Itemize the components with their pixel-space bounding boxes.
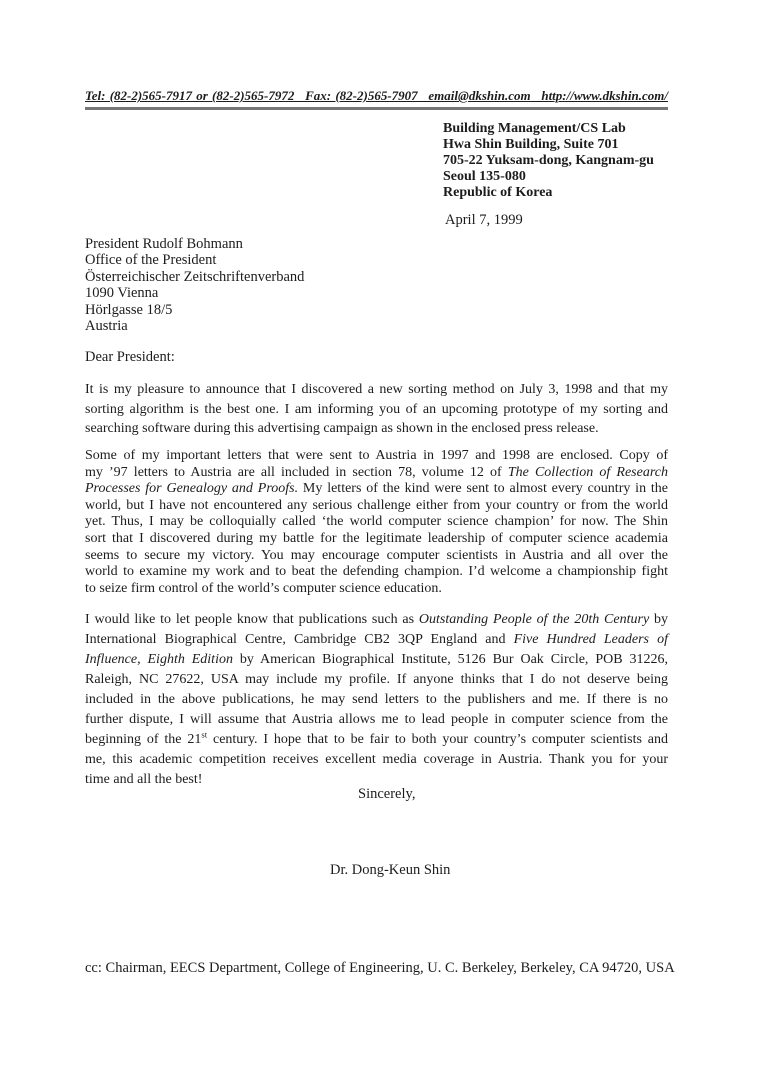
letterhead-contact-text: Tel: (82-2)565-7917 or (82-2)565-7972 Fax: (82-2)565-7907 email@dkshin.com http://www.dkshin.com/: [85, 88, 668, 103]
recipient-address-line: 1090 Vienna: [85, 285, 159, 302]
body-line: International Biographical Centre, Cambridge CB2 3QP England and Five Hundred Leaders of: [85, 632, 668, 647]
sender-address-line: Building Management/CS Lab: [443, 121, 626, 136]
letterhead-contact-line: [85, 88, 668, 110]
recipient-address-line: Hörlgasse 18/5: [85, 301, 173, 318]
sender-address-block: [443, 121, 654, 201]
sender-address-line: Hwa Shin Building, Suite 701: [443, 137, 619, 152]
body-line: sorting algorithm is the best one. I am informing you of an upcoming prototype of my sorting and: [85, 401, 668, 417]
body-line: It is my pleasure to announce that I discovered a new sorting method on July 3, 1998 and that my: [85, 382, 668, 397]
body-line: Some of my important letters that were sent to Austria in 1997 and 1998 are enclosed. Copy of: [85, 448, 668, 463]
sender-address-line: Republic of Korea: [443, 185, 553, 200]
body-line: Raleigh, NC 27622, USA may include my profile. If anyone thinks that I do not deserve being: [85, 672, 668, 687]
recipient-address-line: Österreichischer Zeitschriftenverband: [85, 268, 305, 285]
sender-address-line: 705-22 Yuksam-dong, Kangnam-gu: [443, 153, 654, 168]
body-line: time and all the best!: [85, 772, 203, 787]
body-line: sort that I discovered during my battle for the legitimate leadership of computer science academia: [85, 530, 668, 546]
body-line: beginning of the 21st century. I hope that to be fair to both your country’s computer scientists and: [85, 729, 668, 747]
body-paragraph: [85, 448, 668, 597]
recipient-address-line: President Rudolf Bohmann: [85, 236, 243, 252]
cc-line: cc: Chairman, EECS Department, College of Engineering, U. C. Berkeley, Berkeley, CA 94720, USA: [85, 960, 675, 976]
sender-address-line: Seoul 135-080: [443, 169, 526, 184]
body-line: Processes for Genealogy and Proofs. My letters of the kind were sent to almost every country in the: [85, 481, 669, 497]
body-paragraph: [85, 610, 668, 790]
body-line: my ’97 letters to Austria are all included in section 78, volume 12 of The Collection of Research: [85, 464, 668, 480]
body-line: world to examine my work and to beat the defending champion. I’d welcome a championship fight: [85, 564, 668, 580]
body-line: world, but I have not encountered any serious challenge either from your country or from the world: [85, 497, 668, 513]
closing-valediction: Sincerely,: [358, 786, 416, 802]
body-line: I would like to let people know that publications such as Outstanding People of the 20th Century by: [85, 612, 669, 627]
body-line: included in the above publications, he may send letters to the publishers and me. If there is no: [85, 692, 668, 707]
body-line: yet. Thus, I may be colloquially called ‘the world computer science champion’ for now. The Shin: [85, 514, 668, 530]
salutation: Dear President:: [85, 349, 175, 365]
body-line: further dispute, I will assume that Austria allows me to lead people in computer science from the: [85, 712, 668, 727]
body-line: seems to secure my victory. You may encourage computer scientists in Austria and all over the: [85, 547, 668, 563]
body-line: to seize firm control of the world’s computer science education.: [85, 580, 442, 596]
recipient-address-line: Office of the President: [85, 252, 217, 269]
body-line: me, this academic competition receives excellent media coverage in Austria. Thank you for your: [85, 752, 668, 767]
recipient-address-line: Austria: [85, 318, 128, 335]
date-line: April 7, 1999: [445, 212, 523, 228]
signature-name: Dr. Dong-Keun Shin: [330, 862, 451, 878]
body-line: Influence, Eighth Edition by American Biographical Institute, 5126 Bur Oak Circle, POB 31226,: [85, 652, 668, 667]
body-paragraph: [85, 380, 668, 439]
recipient-address-block: [85, 236, 304, 334]
body-line: searching software during this advertising campaign as shown in the enclosed press release.: [85, 421, 599, 436]
